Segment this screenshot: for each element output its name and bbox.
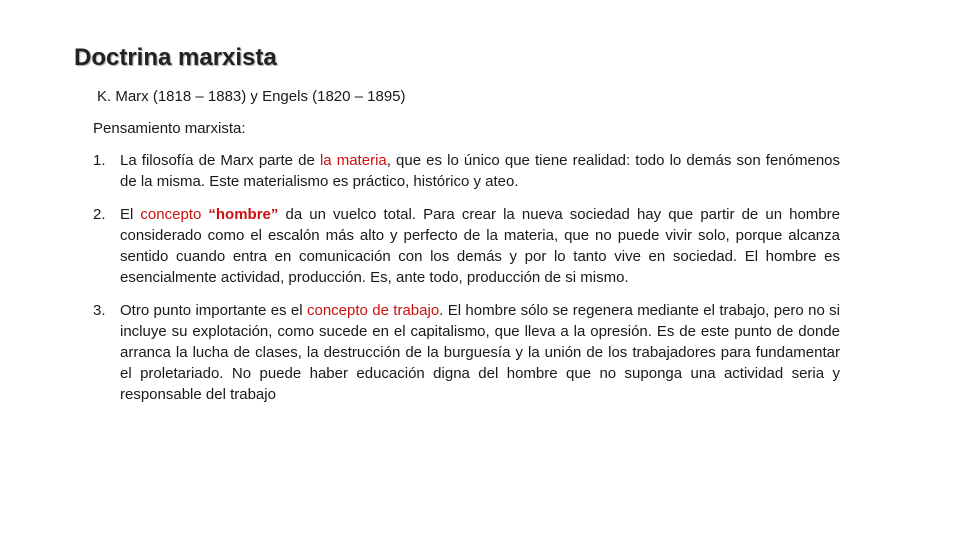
intro-text: Pensamiento marxista: [93, 120, 246, 137]
list-item-text: El [120, 206, 141, 223]
slide-subtitle: K. Marx (1818 – 1883) y Engels (1820 – 1895) [97, 88, 406, 105]
list-item [93, 300, 840, 405]
list-item [93, 150, 840, 192]
highlighted-term-bold: “hombre” [201, 206, 279, 223]
numbered-list [93, 150, 840, 417]
highlighted-term: concepto de trabajo [306, 302, 440, 319]
list-item [93, 204, 840, 288]
list-item-number: 1. [93, 152, 106, 169]
list-item-text: . El hombre sólo se regenera mediante el trabajo, pero no si incluye su explotación, como sucede en el capitalismo, que lleva a la opresión. Es de este punto de donde arranca la lucha de clases, la destrucción de la burguesía y la unión de los trabajadores para fundamentar el proletariado. No puede haber educación digna del hombre que no suponga una actividad seria y responsable del trabajo [120, 302, 841, 403]
list-item-number: 3. [93, 302, 106, 319]
slide-title: Doctrina marxista [74, 44, 277, 71]
list-item-text: La filosofía de Marx parte de [120, 152, 320, 169]
list-item-text: , que es lo único que tiene realidad: todo lo demás son fenómenos de la misma. Este materialismo es práctico, histórico y ateo. [120, 152, 841, 190]
list-item-number: 2. [93, 206, 106, 223]
list-item-text: Otro punto importante es el [120, 302, 307, 319]
highlighted-term: concepto [140, 206, 202, 223]
list-item-text: da un vuelco total. Para crear la nueva sociedad hay que partir de un hombre considerado como el escalón más alto y perfecto de la materia, que no puede vivir solo, porque alcanza sentido cuando entra en comunicación con los demás y por lo tanto vive en sociedad. El hombre es esencialmente actividad, producción. Es, ante todo, producción de si mismo. [120, 206, 840, 286]
highlighted-term: la materia [319, 152, 387, 169]
